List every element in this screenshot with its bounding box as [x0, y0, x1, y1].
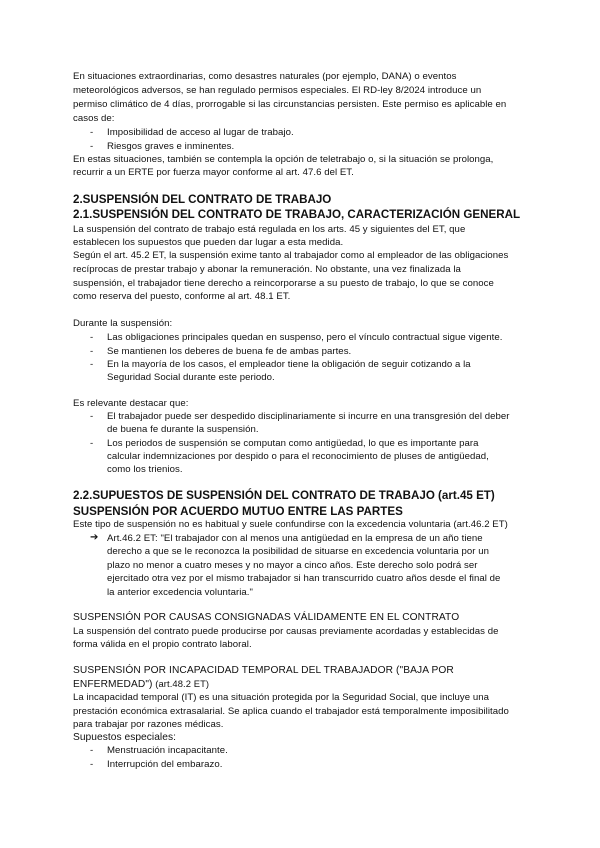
intro-line: permiso climático de 4 días, prorrogable si las circunstancias persisten. Este permiso es aplicable en — [73, 99, 507, 110]
paragraph-line: prestación económica extrasalarial. Se aplica cuando el trabajador está temporalmente imposibilitado — [73, 706, 509, 717]
bullet-dash: - — [90, 411, 94, 422]
bullet-dash: - — [90, 141, 94, 152]
section-subheading: SUSPENSIÓN POR INCAPACIDAD TEMPORAL DEL TRABAJADOR ("BAJA POR — [73, 665, 454, 676]
section-subheading — [73, 678, 209, 691]
intro-bullet: Imposibilidad de acceso al lugar de trabajo. — [107, 127, 294, 138]
paragraph-line: forma válida en el propio contrato laboral. — [73, 639, 252, 650]
heading-reference: (art.48.2 ET) — [152, 678, 210, 689]
quote-line: derecho a que se le reconozca la posibilidad de situarse en excedencia voluntaria por un — [107, 546, 489, 557]
list-item: como los trienios. — [107, 464, 183, 475]
quote-line: ejercitado otra vez por el mismo trabajador si han transcurrido cuatro años desde el final de — [107, 573, 501, 584]
paragraph-line: Este tipo de suspensión no es habitual y suele confundirse con la excedencia voluntaria (art.46.2 ET) — [73, 519, 508, 530]
paragraph-line: suspensión, el trabajador tiene derecho a reincorporarse a su puesto de trabajo, lo que se conoce — [73, 278, 494, 289]
paragraph-line: Según el art. 45.2 ET, la suspensión exime tanto al trabajador como al empleador de las obligaciones — [73, 250, 509, 261]
paragraph-line: La incapacidad temporal (IT) es una situación protegida por la Seguridad Social, que incluye una — [73, 692, 489, 703]
heading-continuation: ENFERMEDAD") — [73, 679, 153, 690]
list-item: Las obligaciones principales quedan en suspenso, pero el vínculo contractual sigue vigente. — [107, 332, 503, 343]
intro-line: meteorológicos adversos, se han regulado permisos especiales. El RD-ley 8/2024 introduce un — [73, 85, 482, 96]
list-item: Seguridad Social durante este periodo. — [107, 372, 275, 383]
section-heading: 2.SUSPENSIÓN DEL CONTRATO DE TRABAJO — [73, 193, 332, 206]
quote-line: Art.46.2 ET: "El trabajador con al menos una antigüedad en la empresa de un año tiene — [107, 533, 483, 544]
paragraph-line: establecen los supuestos que pueden dar lugar a esta medida. — [73, 237, 344, 248]
list-item: Interrupción del embarazo. — [107, 759, 223, 770]
paragraph-line: La suspensión del contrato puede producirse por causas previamente acordadas y establecidas de — [73, 626, 499, 637]
arrow-bullet-icon: ➔ — [90, 532, 99, 543]
bullet-dash: - — [90, 332, 94, 343]
bullet-dash: - — [90, 127, 94, 138]
bullet-dash: - — [90, 346, 94, 357]
quote-line: la anterior excedencia voluntaria." — [107, 587, 253, 598]
section-subheading: SUSPENSIÓN POR CAUSAS CONSIGNADAS VÁLIDAMENTE EN EL CONTRATO — [73, 612, 460, 623]
quote-line: plazo no menor a cuatro meses y no mayor a cinco años. Este derecho solo podrá ser — [107, 560, 478, 571]
list-item: El trabajador puede ser despedido disciplinariamente si incurre en una transgresión del deber — [107, 411, 510, 422]
intro-line: En situaciones extraordinarias, como desastres naturales (por ejemplo, DANA) o eventos — [73, 71, 457, 82]
paragraph-line: para trabajar por razones médicas. — [73, 719, 224, 730]
section-subheading: 2.1.SUSPENSIÓN DEL CONTRATO DE TRABAJO, CARACTERIZACIÓN GENERAL — [73, 208, 521, 221]
intro-line: casos de: — [73, 113, 115, 124]
intro-line: recurrir a un ERTE por fuerza mayor conforme al art. 47.6 del ET. — [73, 167, 354, 178]
list-item: calcular indemnizaciones por despido o para el reconocimiento de pluses de antigüedad, — [107, 451, 489, 462]
paragraph-line: recíprocas de prestar trabajo y abonar la remuneración. No obstante, una vez finalizada la — [73, 264, 461, 275]
list-label: Durante la suspensión: — [73, 318, 173, 329]
list-item: Menstruación incapacitante. — [107, 745, 228, 756]
bullet-dash: - — [90, 759, 94, 770]
bullet-dash: - — [90, 359, 94, 370]
list-label: Supuestos especiales: — [73, 732, 176, 743]
bullet-dash: - — [90, 438, 94, 449]
bullet-dash: - — [90, 745, 94, 756]
list-item: Los periodos de suspensión se computan como antigüedad, lo que es importante para — [107, 438, 479, 449]
section-heading: 2.2.SUPUESTOS DE SUSPENSIÓN DEL CONTRATO DE TRABAJO (art.45 ET) — [73, 489, 495, 502]
intro-line: En estas situaciones, también se contempla la opción de teletrabajo o, si la situación se prolonga, — [73, 154, 494, 165]
list-label: Es relevante destacar que: — [73, 398, 189, 409]
paragraph-line: La suspensión del contrato de trabajo está regulada en los arts. 45 y siguientes del ET, que — [73, 224, 466, 235]
list-item: de buena fe durante la suspensión. — [107, 424, 259, 435]
list-item: Se mantienen los deberes de buena fe de ambas partes. — [107, 346, 352, 357]
list-item: En la mayoría de los casos, el empleador tiene la obligación de seguir cotizando a la — [107, 359, 471, 370]
intro-bullet: Riesgos graves e inminentes. — [107, 141, 235, 152]
paragraph-line: como reserva del puesto, conforme al art. 48.1 ET. — [73, 291, 291, 302]
section-heading: SUSPENSIÓN POR ACUERDO MUTUO ENTRE LAS PARTES — [73, 505, 403, 518]
